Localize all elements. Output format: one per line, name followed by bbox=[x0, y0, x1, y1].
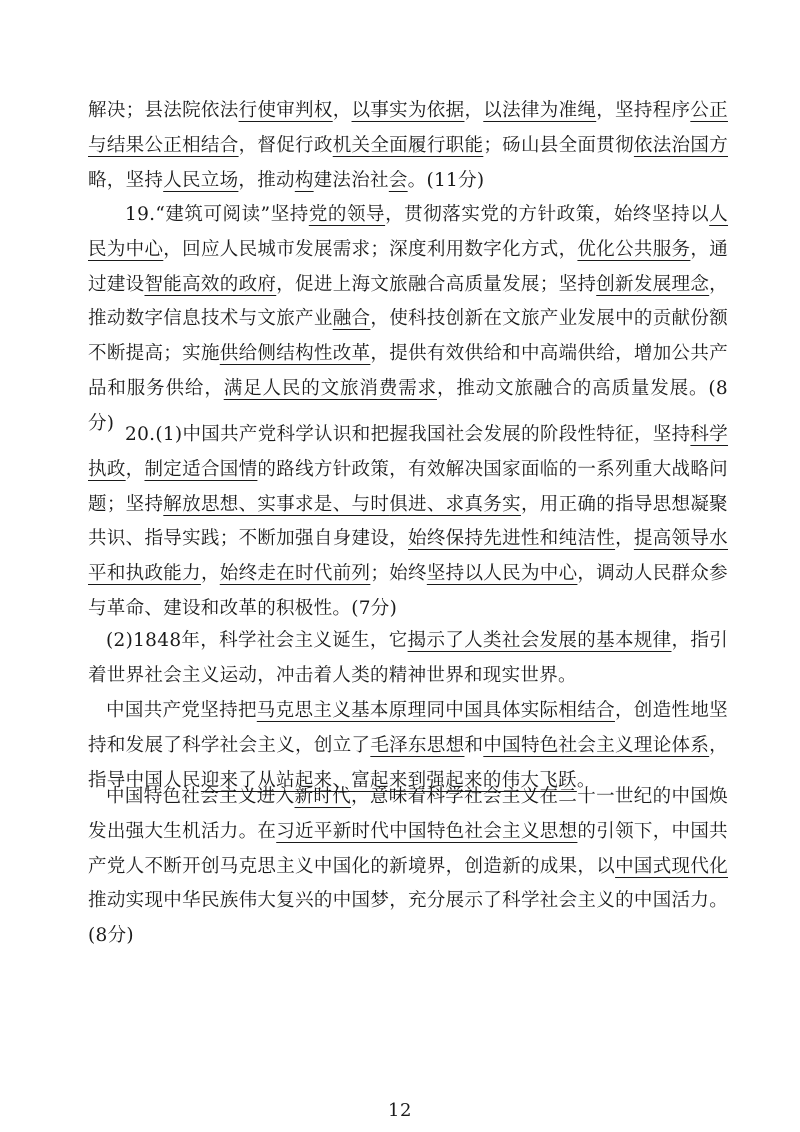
text-run: ，督促行政 bbox=[238, 134, 333, 156]
underlined-key-phrase: 习近平新时代中国特色社会主义思想 bbox=[276, 820, 578, 842]
underlined-key-phrase: 会 bbox=[388, 169, 408, 191]
text-run: 的路线方针政策，有效解决国家面临的一系列重大战略问题；坚持 bbox=[88, 458, 728, 515]
text-run: ，用正确的指导思想凝聚共识、指导实践；不断加强自身建设， bbox=[88, 493, 728, 550]
text-run: ，使科技创新在文旅产业发展中的贡献份额不断提高；实施 bbox=[88, 308, 729, 365]
answer-paragraph-20-part-1 bbox=[88, 418, 728, 627]
underlined-key-phrase: 优化公共服务 bbox=[577, 238, 691, 260]
text-run: ，通过建设 bbox=[88, 238, 728, 295]
text-run: ，促进上海文旅融合高质量发展；坚持 bbox=[276, 273, 597, 295]
text-run: ， bbox=[125, 458, 145, 480]
text-run: ，推动数字信息技术与文旅产业 bbox=[88, 273, 728, 330]
underlined-key-phrase: 智能高效的政府 bbox=[144, 273, 277, 295]
underlined-key-phrase: 行使审判权 bbox=[238, 100, 333, 121]
underlined-key-phrase: 依法治国方 bbox=[633, 134, 728, 156]
text-run: 和 bbox=[464, 734, 484, 756]
text-run: ， bbox=[464, 100, 484, 121]
text-run: 中国共产党坚持把 bbox=[106, 700, 257, 721]
text-run: ，坚持程序 bbox=[596, 100, 691, 121]
underlined-key-phrase: 制定适合国情 bbox=[144, 458, 258, 480]
underlined-key-phrase: 始终走在时代前列 bbox=[219, 563, 371, 585]
underlined-key-phrase: 构 bbox=[294, 169, 314, 191]
page-number: 12 bbox=[388, 1100, 412, 1121]
underlined-key-phrase: 中国特色社会主义理论体系 bbox=[483, 734, 710, 756]
text-run: 推动实现中华民族伟大复兴的中国梦，充分展示了科学社会主义的中国活力。(8分) bbox=[88, 890, 728, 947]
answer-paragraph-20-part-2-new-era bbox=[88, 780, 728, 954]
text-run: 19.“建筑可阅读”坚持 bbox=[125, 204, 309, 225]
text-run: ，推动 bbox=[238, 169, 295, 191]
underlined-key-phrase: 坚持以人民为中心 bbox=[426, 563, 578, 585]
underlined-key-phrase: 创新发展理念 bbox=[596, 273, 710, 295]
underlined-key-phrase: 俱进、求真务实 bbox=[389, 493, 521, 515]
text-run: 20.(1)中国共产党科学认识和把握我国社会发展的阶段性特征，坚持 bbox=[125, 424, 691, 445]
underlined-key-phrase: 人民立场 bbox=[163, 169, 239, 191]
text-run: 。(11分) bbox=[407, 169, 485, 191]
text-run: 中国特色社会主义进入 bbox=[106, 786, 295, 807]
answer-paragraph-20-part-2-intro bbox=[88, 624, 728, 694]
underlined-key-phrase: 始终保持先进性和纯洁性 bbox=[408, 528, 616, 550]
text-run: ，提供有效供给和中高端供给，增加公共产品和服务供给， bbox=[88, 343, 729, 399]
text-run: ， bbox=[332, 100, 352, 121]
underlined-key-phrase: 揭示了人类社会发展的基本规律 bbox=[407, 630, 672, 651]
underlined-key-phrase: 马克思主义基本原理同中国具体实际相结合 bbox=[256, 700, 615, 721]
underlined-key-phrase: 满足人民的文旅消费需求 bbox=[223, 377, 437, 399]
underlined-key-phrase: 供给侧结构性改革 bbox=[219, 343, 371, 365]
text-run: 的引领下，中国共产党人不断开创马克思主义中国化的新境界，创造新的成果，以 bbox=[88, 820, 728, 877]
underlined-key-phrase: 人民为中心 bbox=[88, 204, 729, 260]
text-run: ，指导中国人民 bbox=[88, 734, 728, 791]
underlined-key-phrase: 机关全面履行职能 bbox=[332, 134, 484, 156]
underlined-key-phrase: 融合 bbox=[332, 308, 371, 330]
text-run: ，意味着科学社会主义在二十一世纪的中国焕发出强大生机活力。在 bbox=[88, 786, 728, 842]
underlined-key-phrase: 以事实为依据 bbox=[351, 100, 465, 121]
underlined-key-phrase: 迎来了从站起来、富起来到强起来的伟大飞跃 bbox=[200, 769, 577, 791]
text-run: ，创造性地坚持和发展了科学社会主义，创立了 bbox=[88, 700, 728, 756]
text-run: ；砀山县全面贯彻 bbox=[483, 134, 634, 156]
underlined-key-phrase: 提高领导水平和执政能力 bbox=[88, 528, 728, 585]
text-run: (2)1848年，科学社会主义诞生，它 bbox=[106, 630, 408, 651]
answer-paragraph-19 bbox=[88, 198, 728, 442]
underlined-key-phrase: 以法律为准绳 bbox=[483, 100, 597, 121]
text-run: ，回应人民城市发展需求；深度利用数字化方式， bbox=[163, 238, 578, 260]
underlined-key-phrase: 解放思想、实事求是、与时 bbox=[163, 493, 390, 515]
underlined-key-phrase: 公正与结果公正相结合 bbox=[88, 100, 728, 156]
text-run: ，贯彻落实党的方针政策，始终坚持以 bbox=[385, 204, 710, 225]
text-run: 解决；县法院依法 bbox=[88, 100, 239, 121]
text-run: 略，坚持 bbox=[88, 169, 164, 191]
underlined-key-phrase: 科学执政 bbox=[88, 424, 729, 480]
text-run: ， bbox=[615, 528, 634, 550]
text-run: ，指引着世界社会主义运动，冲击着人类的精神世界和现实世界。 bbox=[88, 630, 728, 686]
text-run: 建法治社 bbox=[313, 169, 389, 191]
text-run: ，调动人民群众参与革命、建设和改革的积极性。(7分) bbox=[88, 563, 728, 619]
underlined-key-phrase: 新时代 bbox=[294, 786, 352, 807]
underlined-key-phrase: 党的领导 bbox=[308, 204, 386, 225]
text-run: ，推动文旅融合的高质量发展。(8分) bbox=[88, 377, 728, 434]
text-run: ， bbox=[200, 563, 220, 585]
underlined-key-phrase: 毛泽东思想 bbox=[370, 734, 465, 756]
text-run: 。 bbox=[576, 769, 596, 791]
underlined-key-phrase: 中国式现代化 bbox=[615, 855, 728, 877]
text-run: ；始终 bbox=[370, 563, 427, 585]
answer-paragraph-18-conclusion bbox=[88, 94, 728, 198]
